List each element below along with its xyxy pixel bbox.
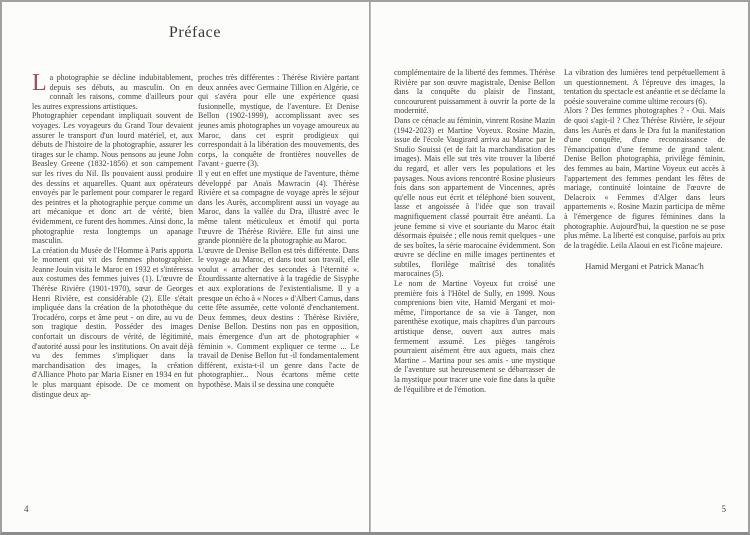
page-number-right: 5 (721, 504, 726, 514)
author-signature: Hamid Mergani et Patrick Manac'h (585, 261, 704, 272)
left-page-column-2 (198, 73, 359, 390)
preface-title: Préface (168, 24, 222, 41)
paragraph: La vibration des lumières tend perpétuellement à un questionnement. A l'épreuve des images, la tentation du spectacle est anéantie et se déclame la poésie souveraine comme ultime recours (6). (564, 68, 725, 106)
paragraph-text: a photographie se décline indubitablement, depuis ses débuts, au masculin. On en connaît les raisons, comme d'ailleurs pour les autres expressions artistiques. (32, 73, 193, 111)
paragraph: proches très différentes : Thérèse Rivière partant deux années avec Germaine Tillion en Algérie, ce qui s'avéra pour elle une expérience quasi fusionnelle, mystique, de l'aventure. Et Denise Bellon (1902-1999), accomplissant avec ses jeunes amis photographes un voyage amoureux au Maroc, dans cet esprit prodigieux qui correspondait à la libération des mouvements, des corps, la conquête de frontières nouvelles de l'avant - guerre (3). (198, 73, 359, 169)
paragraph: Dans ce cénacle au féminin, vinrent Rosine Mazin (1942-2023) et Martine Voyeux. Rosine Mazin, issue de l'école Vaugirard arriva au Maroc par le Studio Souissi (et de fait la marchandisation des images). Mais elle sut très vite trouver la liberté du regard, et aller vers les populations et les paysages. Nous avions rencontré Rosine plusieurs fois dans son appartement de Vincennes, après qu'elle nous eut écrit et téléphoné bien souvent, lasse et angoissée à l'idée que son travail magnifiquement classé pourrait être anéanti. La jeune femme si vive et souriante du Maroc était désormais épuisée ; elle nous remit quelques - une de ses boîtes, la série marocaine évidemment. Son œuvre se décline en mille images pertinentes et subtiles, florilège maîtrisé des tonalités marocaines (5). (394, 115, 555, 279)
left-page-column-1 (32, 70, 193, 399)
right-page-column-2 (564, 68, 725, 272)
paragraph: Il y eut en effet une mystique de l'aventure, thème développé par Anaïs Mawracin (4). Thérèse Rivière et sa compagne de voyage après le séjour dans les Aurès, accomplirent aussi un voyage au Maroc, dans la vallée du Dra, illustré avec le même talent méticuleux et émotif qui porta l'œuvre de Thérèse Rivière. Elle fut ainsi une grande pionnière de la photographie au Maroc. (198, 168, 359, 246)
paragraph: Photographier cependant impliquait souvent de voyages. Les voyageurs du Grand Tour devaient assurer le transport d'un lourd matériel, et, aux débuts de l'histoire de la photographie, assurer les tirages sur le champ. Nous pensons au jeune John Beasley Greene (1832-1856) et son campement sur les rives du Nil. Ils pouvaient aussi produire des dessins et aquarelles. Quant aux opérateurs envoyés par le parlement pour comparer le regard des peintres et la photographie perçue comme un art mécanique et donc art de vérité, bien évidemment, ce furent des hommes. Ainsi donc, la photographie resta longtemps un apanage masculin. (32, 111, 193, 246)
page-number-left: 4 (24, 504, 29, 514)
page-gutter-divider (369, 2, 371, 532)
paragraph: La création du Musée de l'Homme à Paris apporta le moment qui vit des femmes photographier. Jeanne Jouin visita le Maroc en 1932 et s'intéressa aux costumes des femmes juives (1). L'œuvre de Thérèse Rivière (1901-1970), sœur de Georges Henri Rivière, est considérable (2). Elle s'était impliquée dans la création de la photothèque du Trocadéro, corps et âme peut - on dire, au vu de son tragique destin. Posséder des images confortait un discours de vérité, de légitimité, d'autorité aussi pour les institutions. On avait déjà vu des femmes s'impliquer dans la marchandisation des images, la création d'Alliance Photo par Maria Eisner en 1934 en fut le plus marquant épisode. De ce moment on distingue deux ap- (32, 245, 193, 399)
right-page-column-1 (394, 68, 555, 394)
paragraph (32, 70, 193, 111)
dropcap-letter: L (32, 70, 47, 96)
paragraph: Alors ? Des femmes photographes ? - Oui. Mais de quoi s'agit-il ? Chez Thérèse Rivière, le séjour dans les Aurès et dans le Dra fut la manifestation d'une conquête, d'une reconnaissance de l'émancipation d'une femme de grand talent. Denise Bellon photographia, privilège féminin, des femmes au bain, Martine Voyeux eut accès à l'appartement des femmes pendant les fêtes de mariage, continuité lointaine de l'œuvre de Delacroix « Femmes d'Alger dans leurs appartements ». Rosine Mazin participa de même à l'émergence de figures féminines dans la photographie. Aujourd'hui, la question ne se pose plus même. La liberté est conquise, parfois au prix de la tragédie. Leila Alaoui en est l'icône majeure. (564, 106, 725, 250)
paragraph: L'œuvre de Denise Bellon est très différente. Dans le voyage au Maroc, et dans tout son travail, elle voulut « arracher des secondes à l'éternité ». Étourdissante alternative à la tragédie de Sisyphe et aux explorations de l'existentialisme. Il y a presque un écho à « Noces » d'Albert Camus, dans cette fête assumée, cette volonté d'enchantement. Deux femmes, deux destins : Thérèse Rivière, Denise Bellon. Destins non pas en opposition, mais émergence d'un art de photographier « féminin ». Comment expliquer ce terme ... Le travail de Denise Bellon fut -il fondamentalement différent, exista-t-il un genre dans l'acte de photographier... Nous écartons même cette hypothèse. Mais il se dessina une conquête (198, 245, 359, 389)
paragraph: complémentaire de la liberté des femmes. Thérèse Rivière par son œuvre magistrale, Denise Bellon dans la conquête du plaisir de l'instant, concoururent puissamment à ouvrir la porte de la modernité. (394, 68, 555, 116)
paragraph: Le nom de Martine Voyeux fut croisé une première fois à l'Hôtel de Sully, en 1999. Nous comprenions bien vite, Hamid Mergani et moi-même, l'importance de sa vie à Tanger, non parenthèse exotique, mais chapitres d'un parcours artistique dense, ouvert aux autres mais fermement assumé. Les pièges tangérois pourraient aisément être aux aguets, mais chez Martine – Martina pour ses amis - une mystique de l'aventure sut heureusement se débarrasser de la mystique pour tracer une voie fine dans la quête de l'équilibre et de l'émotion. (394, 279, 555, 394)
